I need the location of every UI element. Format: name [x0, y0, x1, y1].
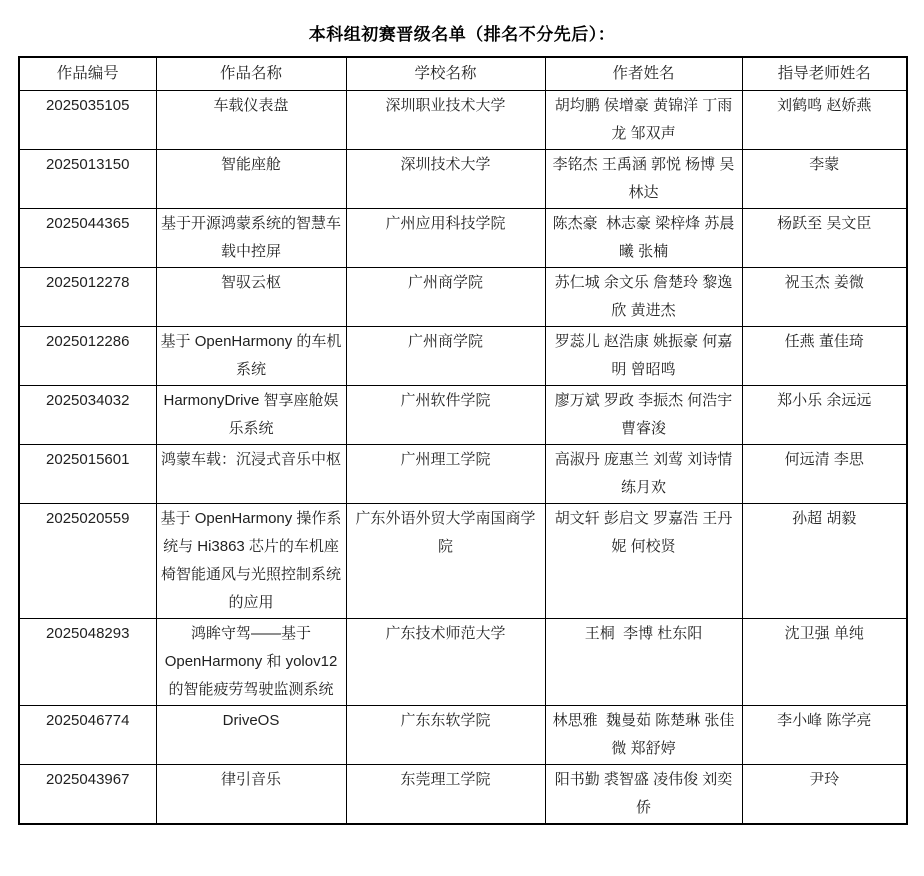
work-id-cell: 2025035105 [19, 91, 156, 150]
authors-cell: 林思雅 魏曼茹 陈楚琳 张佳微 郑舒婷 [545, 706, 742, 765]
table-row [19, 765, 907, 825]
authors-cell: 王桐 李博 杜东阳 [545, 619, 742, 706]
school-name-cell: 广州软件学院 [346, 386, 545, 445]
work-name-cell: 车载仪表盘 [156, 91, 346, 150]
table-header-row [19, 57, 907, 91]
table-row [19, 706, 907, 765]
work-id-cell: 2025020559 [19, 504, 156, 619]
school-name-cell: 广州商学院 [346, 327, 545, 386]
teachers-cell: 孙超 胡毅 [742, 504, 907, 619]
teachers-cell: 杨跃至 吴文臣 [742, 209, 907, 268]
school-name-cell: 广东技术师范大学 [346, 619, 545, 706]
work-id-cell: 2025012286 [19, 327, 156, 386]
work-name-cell: 律引音乐 [156, 765, 346, 825]
work-id-cell: 2025015601 [19, 445, 156, 504]
authors-cell: 胡均鹏 侯增豪 黄锦洋 丁雨龙 邹双声 [545, 91, 742, 150]
table-body [19, 91, 907, 825]
work-id-cell: 2025046774 [19, 706, 156, 765]
work-id-cell: 2025034032 [19, 386, 156, 445]
authors-cell: 陈杰豪 林志豪 梁梓烽 苏晨曦 张楠 [545, 209, 742, 268]
table-row [19, 504, 907, 619]
school-name-cell: 东莞理工学院 [346, 765, 545, 825]
work-name-cell: 基于 OpenHarmony 操作系统与 Hi3863 芯片的车机座椅智能通风与光照控制系统的应用 [156, 504, 346, 619]
work-id-cell: 2025048293 [19, 619, 156, 706]
work-name-cell: HarmonyDrive 智享座舱娱乐系统 [156, 386, 346, 445]
school-name-cell: 广州商学院 [346, 268, 545, 327]
school-name-cell: 深圳职业技术大学 [346, 91, 545, 150]
work-name-cell: 智能座舱 [156, 150, 346, 209]
school-name-cell: 广东东软学院 [346, 706, 545, 765]
column-header-work-name: 作品名称 [156, 57, 346, 91]
column-header-school: 学校名称 [346, 57, 545, 91]
teachers-cell: 任燕 董佳琦 [742, 327, 907, 386]
page-title: 本科组初赛晋级名单（排名不分先后）： [308, 25, 616, 44]
column-header-authors: 作者姓名 [545, 57, 742, 91]
work-id-cell: 2025043967 [19, 765, 156, 825]
work-id-cell: 2025012278 [19, 268, 156, 327]
work-name-cell: 基于开源鸿蒙系统的智慧车载中控屏 [156, 209, 346, 268]
work-name-cell: 智驭云枢 [156, 268, 346, 327]
teachers-cell: 李小峰 陈学亮 [742, 706, 907, 765]
teachers-cell: 李蒙 [742, 150, 907, 209]
table-row [19, 91, 907, 150]
authors-cell: 罗蕊儿 赵浩康 姚振豪 何嘉明 曾昭鸣 [545, 327, 742, 386]
work-name-cell: 基于 OpenHarmony 的车机系统 [156, 327, 346, 386]
table-row [19, 619, 907, 706]
school-name-cell: 深圳技术大学 [346, 150, 545, 209]
school-name-cell: 广州理工学院 [346, 445, 545, 504]
work-name-cell: 鸿蒙车载：沉浸式音乐中枢 [156, 445, 346, 504]
teachers-cell: 何远清 李思 [742, 445, 907, 504]
column-header-teachers: 指导老师姓名 [742, 57, 907, 91]
table-row [19, 327, 907, 386]
authors-cell: 苏仁城 余文乐 詹楚玲 黎逸欣 黄进杰 [545, 268, 742, 327]
authors-cell: 阳书勤 裘智盛 凌伟俊 刘奕侨 [545, 765, 742, 825]
column-header-work-id: 作品编号 [19, 57, 156, 91]
advancement-roster-table [18, 56, 908, 825]
teachers-cell: 郑小乐 余远远 [742, 386, 907, 445]
work-name-cell: 鸿眸守驾——基于 OpenHarmony 和 yolov12 的智能疲劳驾驶监测系统 [156, 619, 346, 706]
teachers-cell: 尹玲 [742, 765, 907, 825]
authors-cell: 廖万斌 罗政 李振杰 何浩宇 曹睿浚 [545, 386, 742, 445]
teachers-cell: 祝玉杰 姜微 [742, 268, 907, 327]
table-row [19, 209, 907, 268]
authors-cell: 胡文轩 彭启文 罗嘉浩 王丹妮 何校贤 [545, 504, 742, 619]
table-row [19, 268, 907, 327]
work-id-cell: 2025013150 [19, 150, 156, 209]
authors-cell: 李铭杰 王禹涵 郭悦 杨博 吴林达 [545, 150, 742, 209]
school-name-cell: 广州应用科技学院 [346, 209, 545, 268]
table-row [19, 386, 907, 445]
work-name-cell: DriveOS [156, 706, 346, 765]
table-row [19, 150, 907, 209]
teachers-cell: 刘鹤鸣 赵娇燕 [742, 91, 907, 150]
authors-cell: 高淑丹 庞惠兰 刘莺 刘诗情 练月欢 [545, 445, 742, 504]
table-row [19, 445, 907, 504]
school-name-cell: 广东外语外贸大学南国商学院 [346, 504, 545, 619]
work-id-cell: 2025044365 [19, 209, 156, 268]
teachers-cell: 沈卫强 单纯 [742, 619, 907, 706]
